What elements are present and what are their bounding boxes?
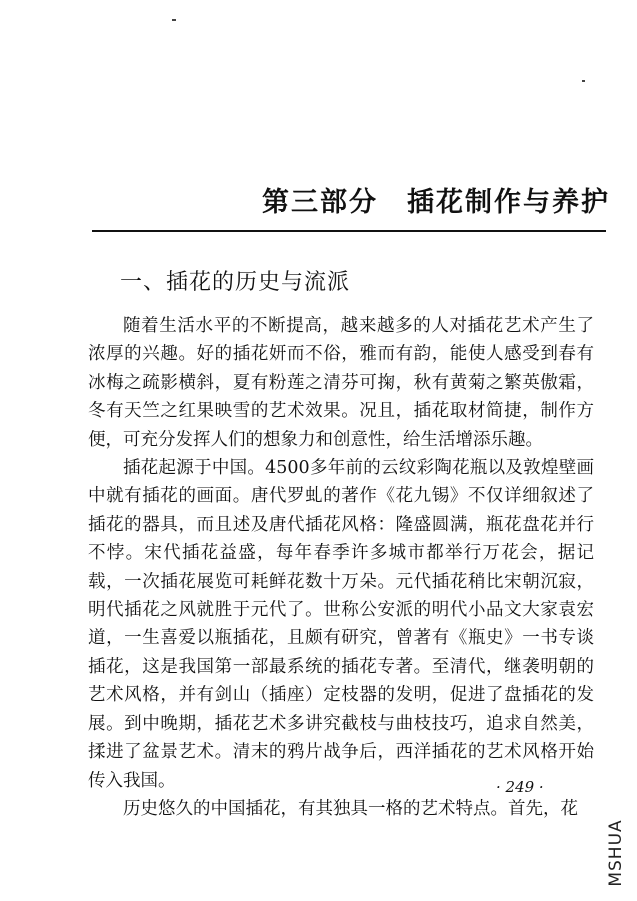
watermark-text: MSHUA <box>606 819 626 887</box>
title-rule <box>92 230 606 232</box>
watermark <box>598 808 634 898</box>
page-number: · 249 · <box>496 778 544 796</box>
paragraph-2: 插花起源于中国。4500多年前的云纹彩陶花瓶以及敦煌壁画中就有插花的画面。唐代罗虬的著作《花九锡》不仅详细叙述了插花的器具，而且述及唐代插花风格：隆盛圆满，瓶花盘花并行不悖。宋代插花益盛，每年春季许多城市都举行万花会，据记载，一次插花展览可耗鲜花数十万朵。元代插花稍比宋朝沉寂，明代插花之风就胜于元代了。世称公安派的明代小品文大家袁宏道，一生喜爱以瓶插花，且颇有研究，曾著有《瓶史》一书专谈插花，这是我国第一部最系统的插花专著。至清代，继袭明朝的艺术风格，并有剑山（插座）定枝器的发明，促进了盘插花的发展。到中晚期，插花艺术多讲究截枝与曲枝技巧，追求自然美，揉进了盆景艺术。清末的鸦片战争后，西洋插花的艺术风格开始传入我国。 <box>88 458 594 791</box>
scan-speck <box>582 80 585 82</box>
paragraph-3: 历史悠久的中国插花，有其独具一格的艺术特点。首先，花 <box>123 798 578 819</box>
part-title: 第三部分 插花制作与养护 <box>262 187 610 218</box>
section-title: 一、插花的历史与流派 <box>120 270 351 295</box>
scan-speck <box>172 19 176 21</box>
body-text <box>88 312 594 823</box>
paragraph-1: 随着生活水平的不断提高，越来越多的人对插花艺术产生了浓厚的兴趣。好的插花妍而不俗，雅而有韵，能使人感受到春有冰梅之疏影横斜，夏有粉莲之清芬可掬，秋有黄菊之繁英傲霜，冬有天竺之红果映雪的艺术效果。况且，插花取材简捷，制作方便，可充分发挥人们的想象力和创意性，给生活增添乐趣。 <box>88 316 594 450</box>
